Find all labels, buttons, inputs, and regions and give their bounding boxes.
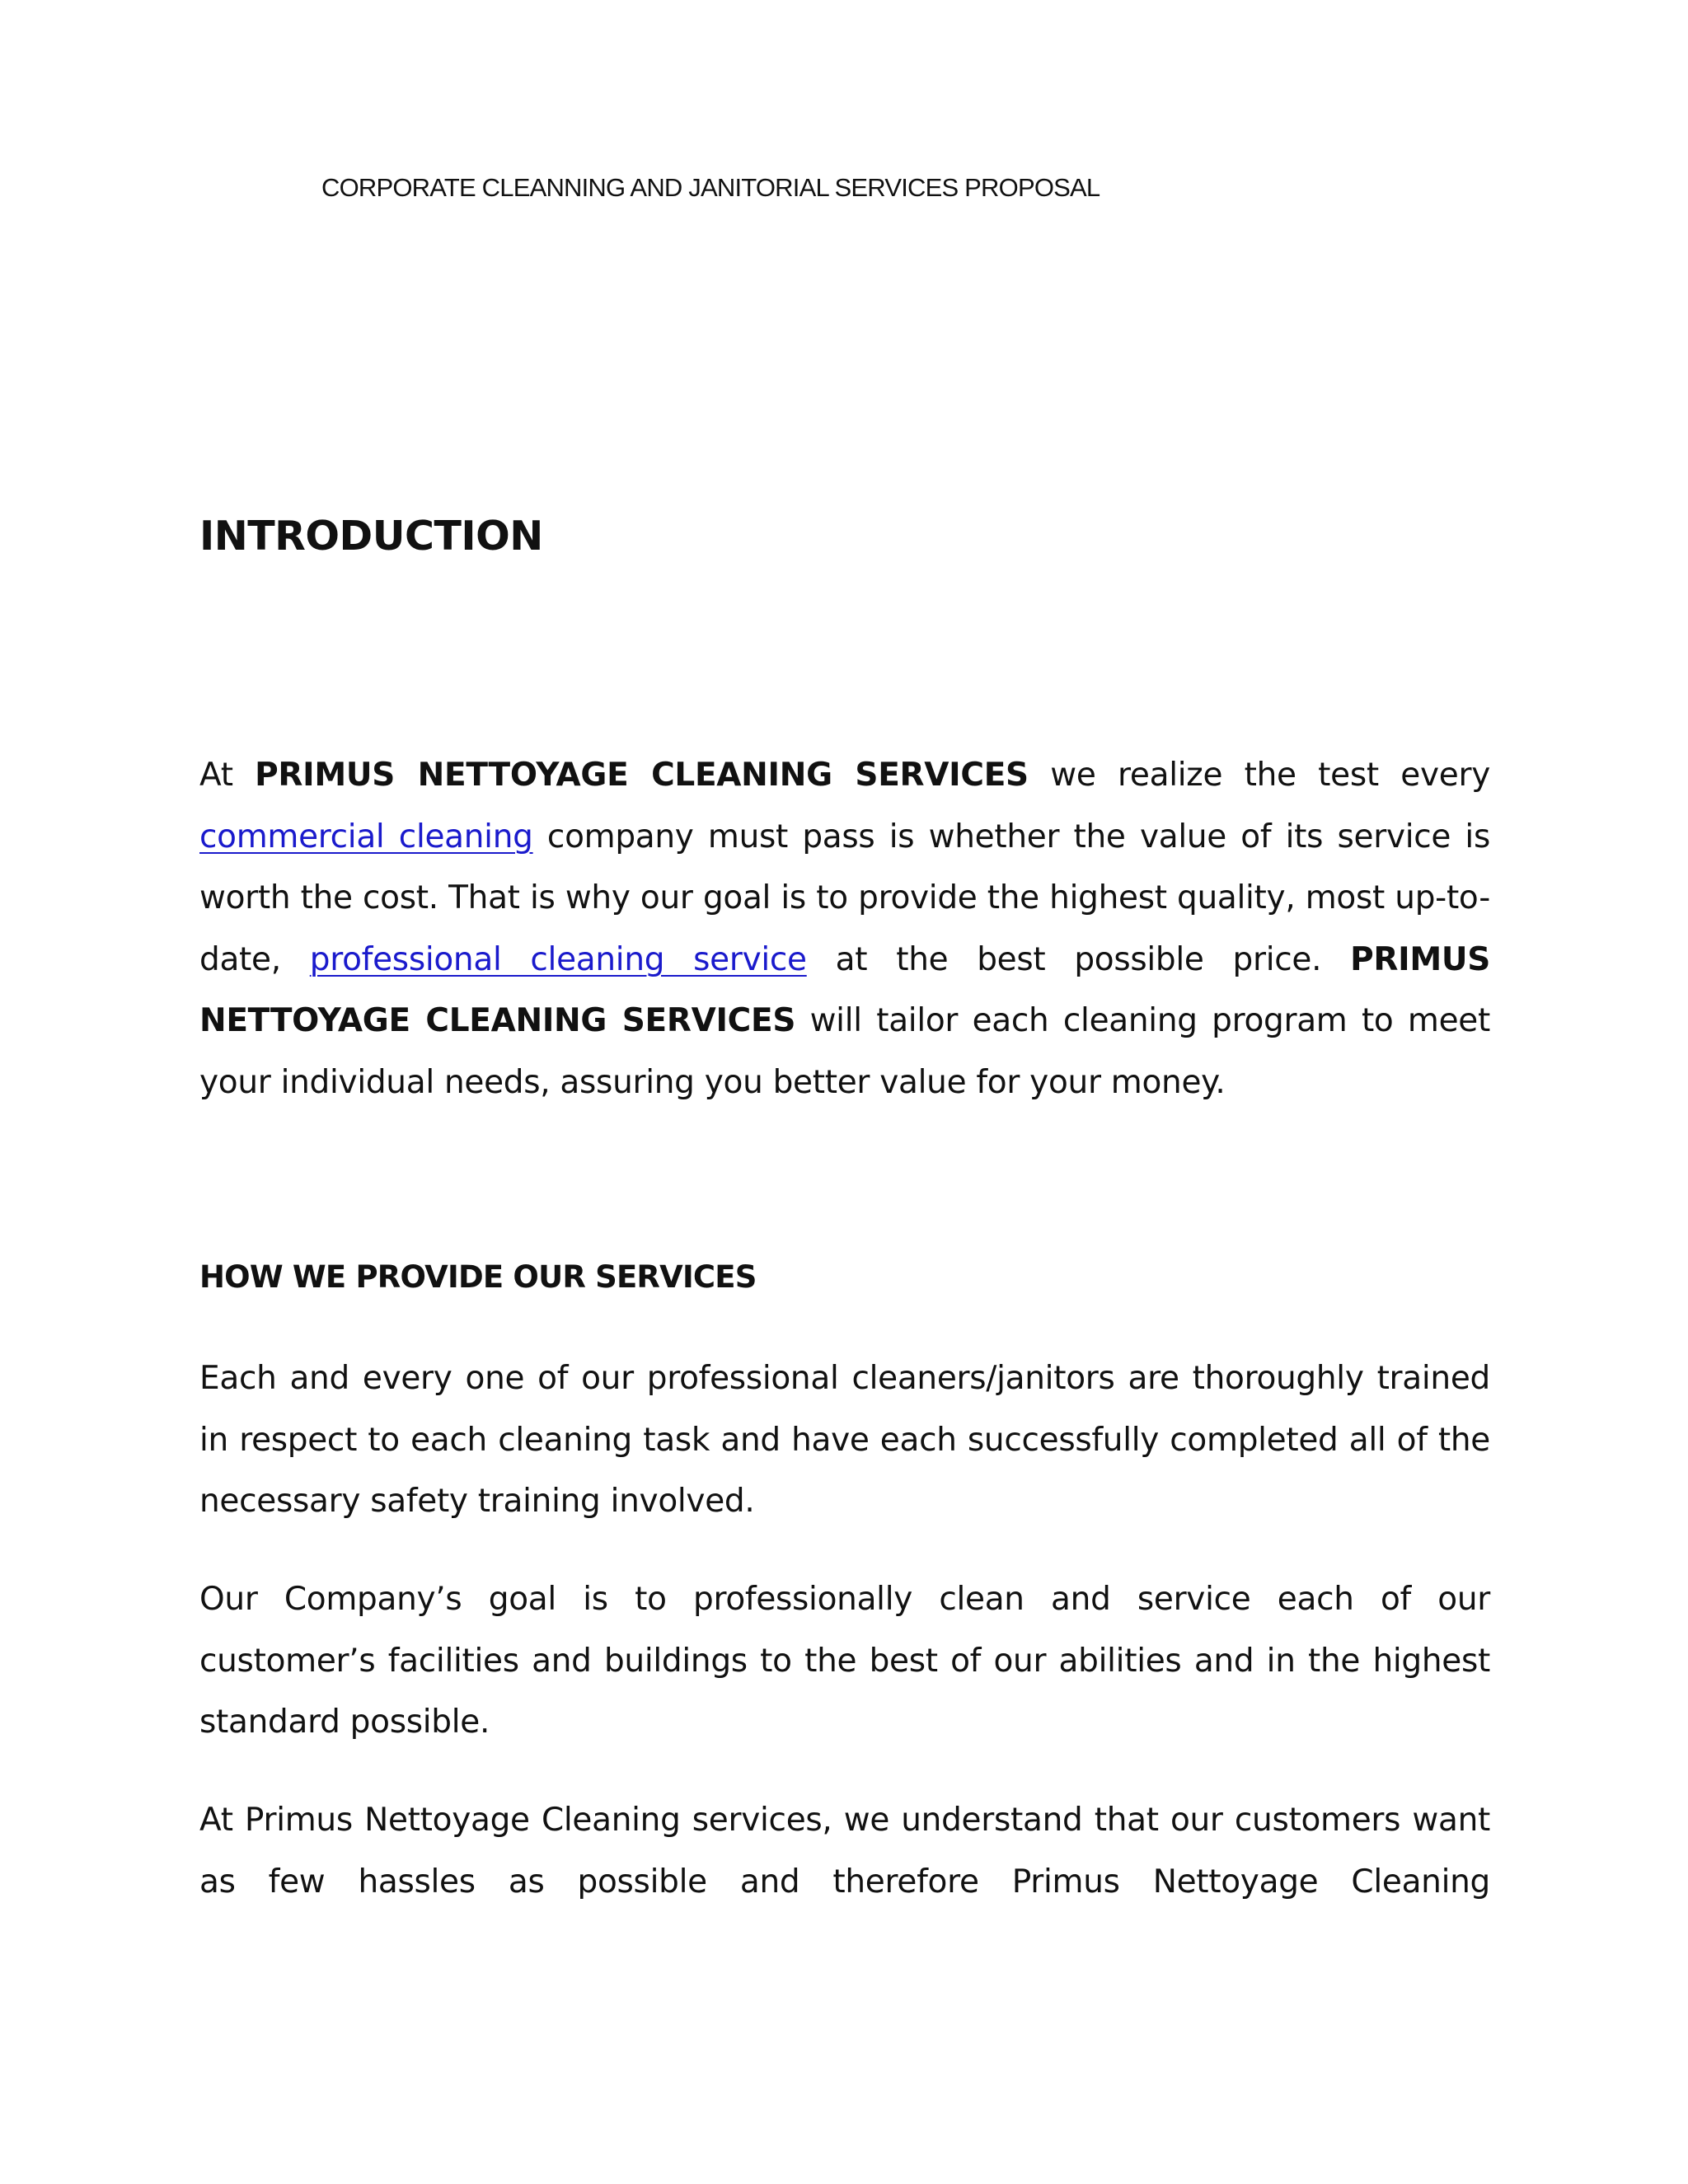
document-title: CORPORATE CLEANNING AND JANITORIAL SERVICES PROPOSAL (321, 173, 1100, 202)
training-paragraph: Each and every one of our professional cleaners/janitors are thoroughly trained in respect to each cleaning task and have each successfully completed all of the necessary safety training involved. (199, 1360, 1490, 1520)
company-name-bold: PRIMUS NETTOYAGE CLEANING SERVICES (255, 757, 1029, 794)
intro-text-3: at the best possible price. (806, 940, 1351, 978)
services-heading: HOW WE PROVIDE OUR SERVICES (199, 1259, 757, 1295)
intro-text-1: we realize the test every (1028, 757, 1490, 794)
commercial-cleaning-link[interactable]: commercial cleaning (199, 818, 533, 855)
intro-text-4: will tailor each cleaning program to meet your individual needs, assuring you better value for your money. (199, 1002, 1490, 1101)
professional-cleaning-service-link[interactable]: professional cleaning service (309, 940, 807, 978)
intro-at-text: At (199, 757, 256, 794)
introduction-paragraph (199, 745, 1490, 1113)
company-name-bold-2: PRIMUS NETTOYAGE CLEANING SERVICES (199, 940, 1491, 1039)
introduction-heading: INTRODUCTION (199, 513, 543, 560)
company-goal-paragraph: Our Company’s goal is to professionally clean and service each of our customer’s facilities and buildings to the best of our abilities and in the highest standard possible. (199, 1581, 1490, 1741)
intro-text-2: company must pass is whether the value of its service is worth the cost. That is why our goal is to provide the highest quality, most up-to-date, (199, 818, 1490, 978)
hassles-paragraph: At Primus Nettoyage Cleaning services, we understand that our customers want as few hassles as possible and therefore Primus Nettoyage Cleaning (199, 1802, 1490, 1900)
